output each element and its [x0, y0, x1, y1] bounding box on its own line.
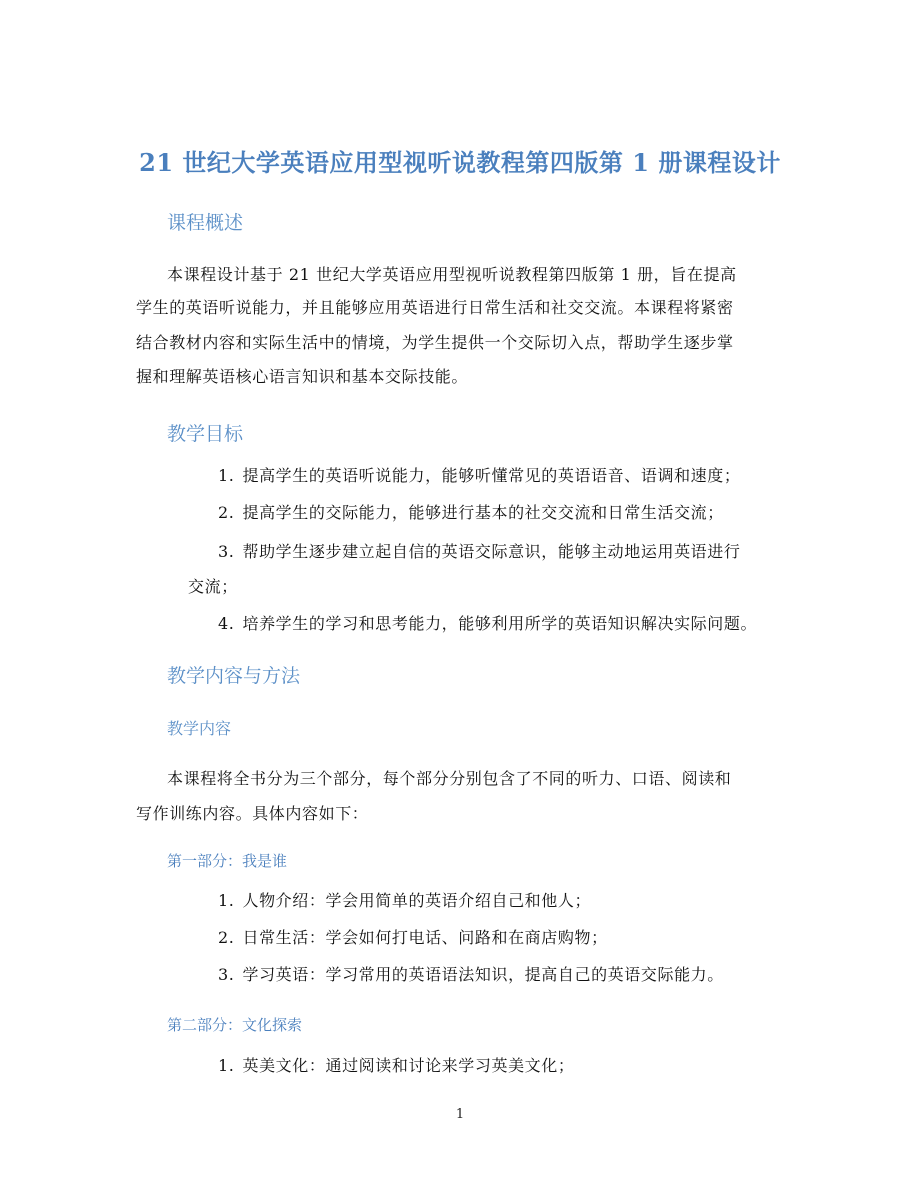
overview-line-1: 本课程设计基于 21 世纪大学英语应用型视听说教程第四版第 1 册，旨在提高: [167, 265, 737, 284]
part1-item-number: 2.: [218, 928, 235, 947]
goal-text: 帮助学生逐步建立起自信的英语交际意识，能够主动地运用英语进行: [242, 542, 741, 561]
part2-item-text: 英美文化：通过阅读和讨论来学习英美文化；: [242, 1056, 575, 1075]
goal-text: 提高学生的英语听说能力，能够听懂常见的英语语音、语调和速度；: [242, 466, 741, 485]
overview-line-2: 学生的英语听说能力，并且能够应用英语进行日常生活和社交交流。本课程将紧密: [136, 298, 734, 317]
part1-item-number: 1.: [218, 891, 235, 910]
goal-item: [218, 500, 724, 523]
subsection-heading-content: 教学内容: [167, 719, 232, 738]
part1-item: [218, 888, 591, 911]
goal-text: 培养学生的学习和思考能力，能够利用所学的英语知识解决实际问题。: [242, 614, 758, 633]
content-intro-line-2: 写作训练内容。具体内容如下：: [136, 804, 369, 823]
overview-line-3: 结合教材内容和实际生活中的情境，为学生提供一个交际切入点，帮助学生逐步掌: [136, 333, 734, 352]
goal-number: 2.: [218, 503, 235, 522]
goal-item-continuation: 交流；: [188, 577, 238, 596]
goal-item: [218, 463, 740, 486]
part1-item-text: 学习英语：学习常用的英语语法知识，提高自己的英语交际能力。: [242, 965, 724, 984]
overview-line-4: 握和理解英语核心语言知识和基本交际技能。: [136, 367, 469, 386]
part1-item: [218, 962, 724, 985]
part2-item: [218, 1053, 574, 1076]
part1-item-text: 日常生活：学会如何打电话、问路和在商店购物；: [242, 928, 608, 947]
page-number: 1: [455, 1107, 465, 1122]
goal-number: 3.: [218, 542, 235, 561]
part1-item-number: 3.: [218, 965, 235, 984]
section-heading-overview: 课程概述: [167, 212, 244, 234]
part1-heading: 第一部分：我是谁: [167, 852, 288, 870]
part1-item: [218, 925, 608, 948]
part2-heading: 第二部分：文化探索: [167, 1016, 303, 1034]
page-title: 21 世纪大学英语应用型视听说教程第四版第 1 册课程设计: [139, 148, 781, 177]
part1-item-text: 人物介绍：学会用简单的英语介绍自己和他人；: [242, 891, 592, 910]
goal-item: [218, 611, 757, 634]
section-heading-content-methods: 教学内容与方法: [167, 665, 301, 687]
goal-item: [218, 539, 740, 562]
content-intro-line-1: 本课程将全书分为三个部分，每个部分分别包含了不同的听力、口语、阅读和: [167, 769, 732, 788]
goal-number: 1.: [218, 466, 235, 485]
goal-text: 提高学生的交际能力，能够进行基本的社交交流和日常生活交流；: [242, 503, 724, 522]
goal-number: 4.: [218, 614, 235, 633]
part2-item-number: 1.: [218, 1056, 235, 1075]
section-heading-goals: 教学目标: [167, 423, 244, 445]
